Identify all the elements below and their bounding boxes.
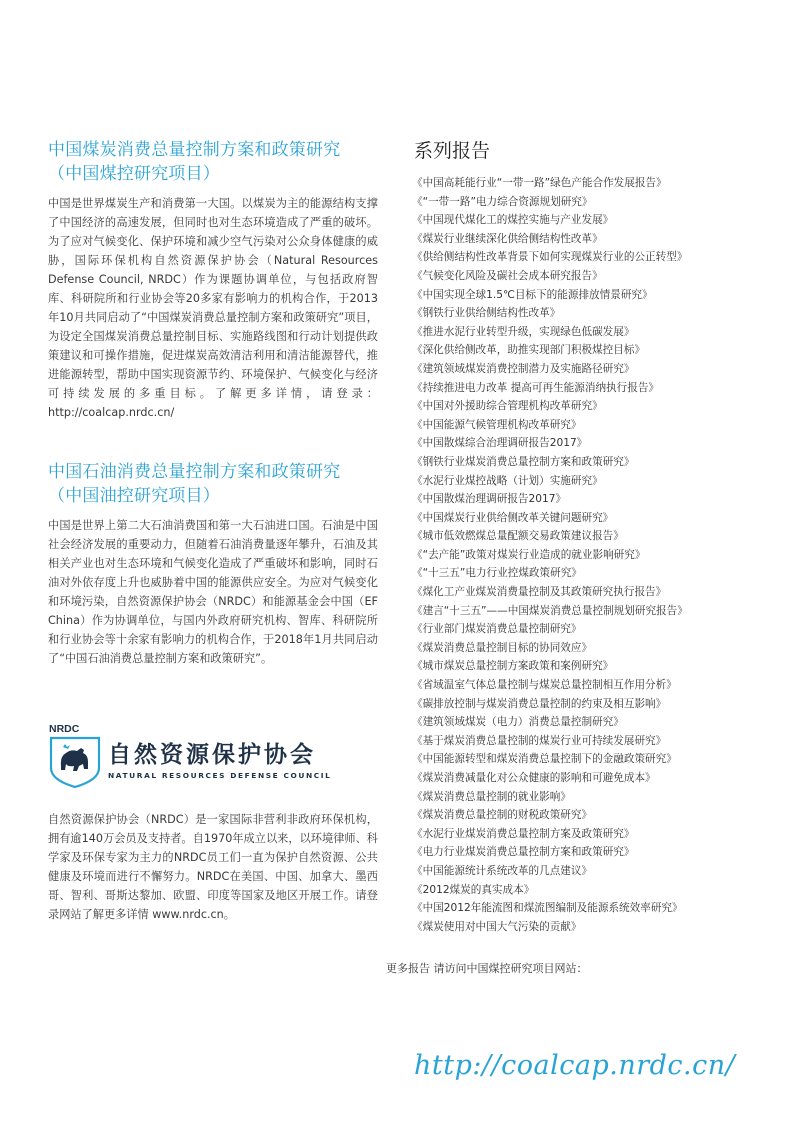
report-item: 《“一带一路”电力综合资源规划研究》 — [412, 195, 593, 208]
nrdc-logo — [48, 722, 378, 788]
oil-project-title — [48, 460, 378, 508]
report-item: 《中国能源统计系统改革的几点建议》 — [412, 864, 593, 877]
coal-project-title-line1: 中国煤炭消费总量控制方案和政策研究 — [48, 140, 341, 160]
report-item: 《钢铁行业供给侧结构性改革》 — [412, 307, 561, 320]
coal-project-title-line2: （中国煤控研究项目） — [48, 164, 220, 184]
report-item: 《煤炭消费总量控制的财税政策研究》 — [412, 809, 593, 822]
report-item: 《中国2012年能流图和煤流图编制及能源系统效率研究》 — [412, 902, 683, 915]
report-item: 《煤化工产业煤炭消费量控制及其政策研究执行报告》 — [412, 586, 667, 599]
report-item: 《“去产能”政策对煤炭行业造成的就业影响研究》 — [412, 548, 646, 561]
report-item: 《气候变化风险及碳社会成本研究报告》 — [412, 269, 603, 282]
report-item: 《2012煤炭的真实成本》 — [412, 883, 535, 896]
report-item: 《中国散煤综合治理调研报告2017》 — [412, 437, 588, 450]
report-item: 《中国煤炭行业供给侧改革关键问题研究》 — [412, 511, 614, 524]
report-item: 《持续推进电力改革 提高可再生能源消纳执行报告》 — [412, 381, 660, 394]
report-item: 《深化供给侧改革，助推实现部门积极煤控目标》 — [412, 344, 646, 357]
report-item: 《供给侧结构性改革背景下如何实现煤炭行业的公正转型》 — [412, 251, 688, 264]
oil-project-title-line2: （中国油控研究项目） — [48, 486, 220, 506]
report-item: 《“十三五”电力行业控煤政策研究》 — [412, 567, 582, 580]
report-item: 《中国实现全球1.5℃目标下的能源排放情景研究》 — [412, 288, 653, 301]
report-item: 《中国能源气候管理机构改革研究》 — [412, 418, 582, 431]
polar-bear-icon — [48, 722, 102, 788]
nrdc-logo-en: NATURAL RESOURCES DEFENSE COUNCIL — [108, 770, 332, 780]
report-item: 《电力行业煤炭消费总量控制方案和政策研究》 — [412, 846, 635, 859]
report-item: 《基于煤炭消费总量控制的煤炭行业可持续发展研究》 — [412, 734, 667, 747]
report-item: 《钢铁行业煤炭消费总量控制方案和政策研究》 — [412, 455, 635, 468]
nrdc-body: 自然资源保护协会（NRDC）是一家国际非营利非政府环保机构，拥有逾140万会员及支持者。自1970年成立以来，以环境律师、科学家及环保专家为主力的NRDC员工们一直为保护自然资源、公共健康及环境而进行不懈努力。NRDC在美国、中国、加拿大、墨西哥、智利、哥斯达黎加、欧盟、印度等国家及地区开展工作。请登录网站了解更多详情 www.nrdc.cn。 — [48, 813, 378, 921]
report-item: 《推进水泥行业转型升级，实现绿色低碳发展》 — [412, 325, 635, 338]
report-item: 《建言“十三五”——中国煤炭消费总量控制规划研究报告》 — [412, 604, 688, 617]
report-item: 《碳排放控制与煤炭消费总量控制的约束及相互影响》 — [412, 697, 667, 710]
report-item: 《煤炭消费总量控制的就业影响》 — [412, 790, 571, 803]
right-column — [386, 138, 752, 976]
more-reports-text: 更多报告 请访问中国煤控研究项目网站： — [386, 962, 588, 976]
report-item: 《煤炭消费总量控制目标的协同效应》 — [412, 641, 593, 654]
report-item: 《中国高耗能行业“一带一路”绿色产能合作发展报告》 — [412, 177, 667, 189]
report-item: 《煤炭使用对中国大气污染的贡献》 — [412, 920, 582, 933]
nrdc-logo-cn: 自然资源保护协会 — [108, 741, 316, 768]
oil-project-body: 中国是世界上第二大石油消费国和第一大石油进口国。石油是中国社会经济发展的重要动力，但随着石油消费量逐年攀升，石油及其相关产业也对生态环境和气候变化造成了严重破坏和影响，同时石油对外依存度上升也威胁着中国的能源供应安全。为应对气候变化和环境污染，自然资源保护协会（NRDC）和能源基金会中国（EF China）作为协调单位，与国内外政府研究机构、智库、科研院所和行业协会等十余家有影响力的机构合作，于2018年1月共同启动了“中国石油消费总量控制方案和政策研究”。 — [48, 519, 378, 665]
report-item: 《中国能源转型和煤炭消费总量控制下的金融政策研究》 — [412, 753, 677, 766]
report-item: 《中国对外援助综合管理机构改革研究》 — [412, 400, 603, 413]
report-item: 《建筑领域煤炭消费控制潜力及实施路径研究》 — [412, 362, 635, 375]
project-website-link[interactable]: http://coalcap.nrdc.cn/ — [414, 1050, 736, 1081]
report-item: 《煤炭行业继续深化供给侧结构性改革》 — [412, 232, 603, 245]
coal-project-section — [48, 138, 378, 422]
report-item: 《建筑领域煤炭（电力）消费总量控制研究》 — [412, 716, 624, 729]
nrdc-section — [48, 722, 378, 924]
report-list — [412, 174, 752, 936]
report-item: 《煤炭消费减量化对公众健康的影响和可避免成本》 — [412, 772, 656, 784]
nrdc-logo-text — [108, 741, 331, 780]
report-item: 《城市煤炭总量控制方案政策和案例研究》 — [412, 660, 614, 673]
left-column — [48, 138, 378, 924]
report-item: 《中国现代煤化工的煤控实施与产业发展》 — [412, 214, 614, 227]
coal-project-body: 中国是世界煤炭生产和消费第一大国。以煤炭为主的能源结构支撑了中国经济的高速发展，但同时也对生态环境造成了严重的破坏。为了应对气候变化、保护环境和减少空气污染对公众身体健康的威胁，国际环保机构自然资源保护协会（Natural Resources Defense Council, NRDC）作为课题协调单位，与包括政府智库、科研院所和行业协会等20多家有影响力的机构合作，于2013年10月共同启动了“中国煤炭消费总量控制方案和政策研究”项目，为设定全国煤炭消费总量控制目标、实施路线图和行动计划提供政策建议和可操作措施，促进煤炭高效清洁利用和清洁能源替代，推进能源转型，帮助中国实现资源节约、环境保护、气候变化与经济可持续发展的多重目标。了解更多详情，请登录：http://coalcap.nrdc.cn/ — [48, 197, 378, 419]
coal-project-title — [48, 138, 378, 186]
nrdc-abbr: NRDC — [49, 723, 80, 735]
report-item: 《水泥行业煤控战略（计划）实施研究》 — [412, 474, 603, 487]
report-item: 《省域温室气体总量控制与煤炭总量控制相互作用分析》 — [412, 679, 677, 692]
report-item: 《行业部门煤炭消费总量控制研究》 — [412, 623, 582, 636]
series-reports-title: 系列报告 — [414, 140, 491, 162]
report-item: 《水泥行业煤炭消费总量控制方案及政策研究》 — [412, 827, 635, 840]
oil-project-title-line1: 中国石油消费总量控制方案和政策研究 — [48, 462, 341, 482]
report-item: 《中国散煤治理调研报告2017》 — [412, 493, 567, 506]
report-item: 《城市低效燃煤总量配额交易政策建议报告》 — [412, 530, 624, 543]
oil-project-section — [48, 460, 378, 668]
